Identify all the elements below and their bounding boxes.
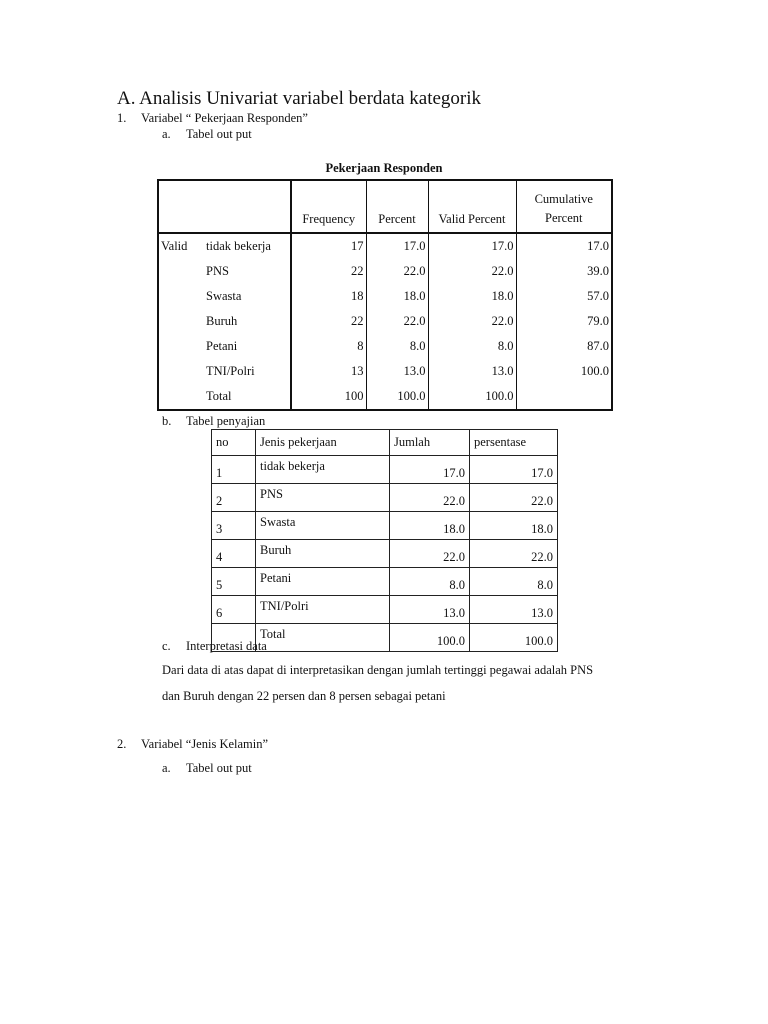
item-2a-letter: a. [162,761,171,775]
header-percent: Percent [366,180,428,233]
table-row: PNS 22 22.0 22.0 39.0 [158,259,612,284]
table-row: 2 PNS 22.0 22.0 [212,484,558,512]
item-1a-letter: a. [162,127,171,141]
item-1b-text: Tabel penyajian [186,414,266,428]
header-persentase: persentase [470,430,558,456]
table-row: Buruh 22 22.0 22.0 79.0 [158,309,612,334]
item-2-number: 2. [117,737,127,751]
header-cumulative-percent: Cumulative Percent [516,180,612,233]
header-frequency: Frequency [291,180,366,233]
table-row: TNI/Polri 13 13.0 13.0 100.0 [158,359,612,384]
table-row-total: Total 100.0 100.0 [212,624,558,652]
group-label: Valid [161,239,188,253]
table-row: Valid tidak bekerja 17 17.0 17.0 17.0 [158,233,612,259]
section-heading: A. Analisis Univariat variabel berdata kategorik [117,88,482,109]
item-1-number: 1. [117,111,127,125]
item-1b-letter: b. [162,414,172,428]
table-row: 5 Petani 8.0 8.0 [212,568,558,596]
item-1c-letter: c. [162,639,171,653]
header-jenis-pekerjaan: Jenis pekerjaan [256,430,390,456]
table-row: Petani 8 8.0 8.0 87.0 [158,334,612,359]
item-1a-text: Tabel out put [186,127,252,141]
item-2-text: Variabel “Jenis Kelamin” [141,737,269,751]
presentation-table [211,429,558,652]
table-row: 6 TNI/Polri 13.0 13.0 [212,596,558,624]
spss-table-title: Pekerjaan Responden [325,161,443,175]
header-jumlah: Jumlah [390,430,470,456]
interpretation-line-1: Dari data di atas dapat di interpretasikan dengan jumlah tertinggi pegawai adalah PNS [162,663,594,677]
header-valid-percent: Valid Percent [428,180,516,233]
table-row: 4 Buruh 22.0 22.0 [212,540,558,568]
header-no: no [212,430,256,456]
table-row: 3 Swasta 18.0 18.0 [212,512,558,540]
table-row: 1 tidak bekerja 17.0 17.0 [212,456,558,484]
item-1-text: Variabel “ Pekerjaan Responden” [141,111,308,125]
spss-header-row [158,180,612,233]
item-1c-text: Interpretasi data [186,639,267,653]
table-row-total: Total 100 100.0 100.0 [158,384,612,410]
item-2a-text: Tabel out put [186,761,252,775]
presentation-header-row [212,430,558,456]
interpretation-line-2: dan Buruh dengan 22 persen dan 8 persen sebagai petani [162,689,446,703]
spss-output-table [157,179,613,411]
table-row: Swasta 18 18.0 18.0 57.0 [158,284,612,309]
